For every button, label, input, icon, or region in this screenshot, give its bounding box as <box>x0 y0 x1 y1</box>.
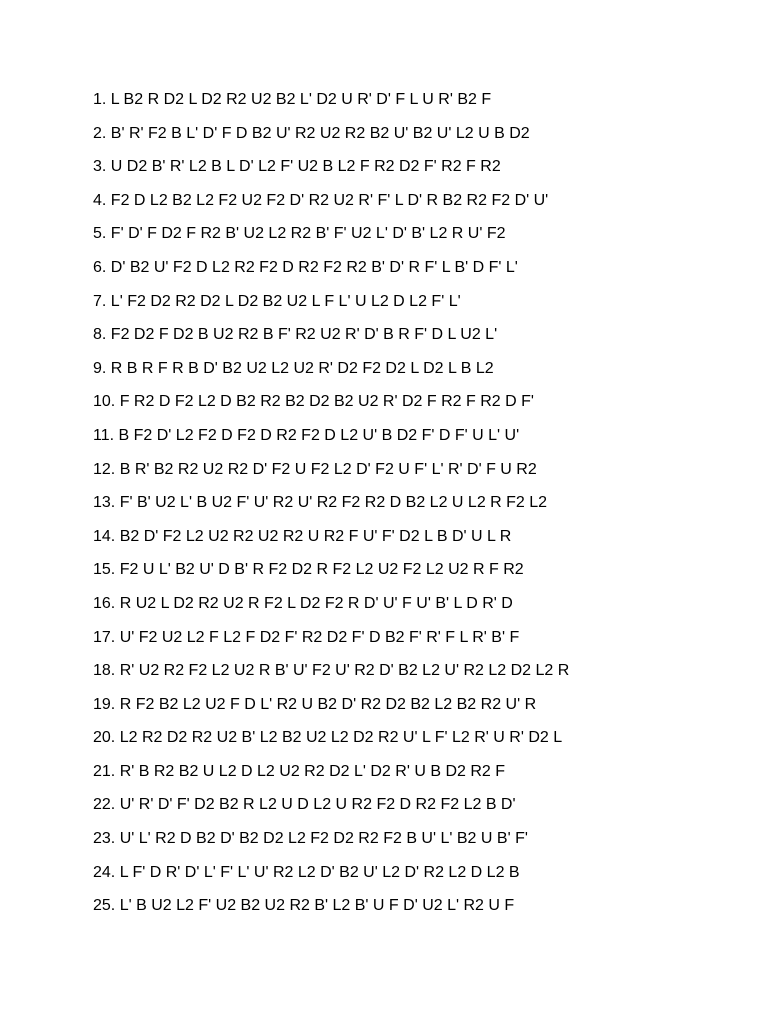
scramble-line <box>93 826 569 860</box>
scramble-number: 1. <box>93 91 107 108</box>
scramble-number: 12. <box>93 460 116 478</box>
scramble-moves: L B2 R D2 L D2 R2 U2 B2 L' D2 U R' D' F L U R' B2 F <box>110 91 492 108</box>
scramble-moves: L F' D R' D' L' F' L' U' R2 L2 D' B2 U' L2 D' R2 L2 D L2 B <box>119 863 520 881</box>
scramble-line <box>93 490 569 524</box>
scramble-moves: U' L' R2 D B2 D' B2 D2 L2 F2 D2 R2 F2 B U' L' B2 U B' F' <box>119 830 528 848</box>
scramble-moves: L' B U2 L2 F' U2 B2 U2 R2 B' L2 B' U F D' U2 L' R2 U F <box>119 897 515 915</box>
scramble-number: 17. <box>93 628 116 646</box>
scramble-line <box>93 457 569 491</box>
scramble-line <box>93 389 569 423</box>
scramble-line <box>93 289 569 323</box>
scramble-moves: F2 U L' B2 U' D B' R F2 D2 R F2 L2 U2 F2 L2 U2 R F R2 <box>119 561 524 579</box>
scramble-line <box>93 87 569 121</box>
scramble-number: 16. <box>93 594 116 612</box>
scramble-moves: U' R' D' F' D2 B2 R L2 U D L2 U R2 F2 D R2 F2 L2 B D' <box>119 796 516 814</box>
scramble-number: 6. <box>93 258 107 276</box>
scramble-moves: R U2 L D2 R2 U2 R F2 L D2 F2 R D' U' F U' B' L D R' D <box>119 594 513 612</box>
scramble-moves: F' D' F D2 F R2 B' U2 L2 R2 B' F' U2 L' D' B' L2 R U' F2 <box>110 225 506 243</box>
scramble-number: 14. <box>93 527 116 545</box>
scramble-number: 10. <box>93 393 116 411</box>
scramble-moves: U' F2 U2 L2 F L2 F D2 F' R2 D2 F' D B2 F' R' F L R' B' F <box>119 628 520 646</box>
scramble-number: 11. <box>93 426 115 444</box>
scramble-moves: R F2 B2 L2 U2 F D L' R2 U B2 D' R2 D2 B2 L2 B2 R2 U' R <box>119 695 537 713</box>
scramble-number: 20. <box>93 729 116 747</box>
scramble-line <box>93 893 569 927</box>
scramble-line <box>93 188 569 222</box>
scramble-moves: F' B' U2 L' B U2 F' U' R2 U' R2 F2 R2 D B2 L2 U L2 R F2 L2 <box>119 494 548 512</box>
scramble-moves: R' B R2 B2 U L2 D L2 U2 R2 D2 L' D2 R' U B D2 R2 F <box>119 762 506 780</box>
scramble-moves: B' R' F2 B L' D' F D B2 U' R2 U2 R2 B2 U' B2 U' L2 U B D2 <box>110 124 530 142</box>
scramble-number: 9. <box>93 359 107 377</box>
scramble-number: 24. <box>93 863 116 881</box>
scramble-line <box>93 423 569 457</box>
scramble-number: 18. <box>93 662 116 680</box>
scramble-number: 2. <box>93 124 107 142</box>
scramble-number: 8. <box>93 326 107 344</box>
scramble-line <box>93 121 569 155</box>
scramble-moves: F2 D L2 B2 L2 F2 U2 F2 D' R2 U2 R' F' L D' R B2 R2 F2 D' U' <box>110 191 549 209</box>
scramble-line <box>93 792 569 826</box>
scramble-line <box>93 255 569 289</box>
scramble-line <box>93 322 569 356</box>
scramble-number: 3. <box>93 158 107 176</box>
scramble-number: 22. <box>93 796 116 814</box>
scramble-moves: B F2 D' L2 F2 D F2 D R2 F2 D L2 U' B D2 F' D F' U L' U' <box>118 426 520 444</box>
scramble-moves: B2 D' F2 L2 U2 R2 U2 R2 U R2 F U' F' D2 L B D' U L R <box>119 527 512 545</box>
scramble-moves: F R2 D F2 L2 D B2 R2 B2 D2 B2 U2 R' D2 F R2 F R2 D F' <box>119 393 534 411</box>
scramble-line <box>93 591 569 625</box>
scramble-number: 4. <box>93 191 107 209</box>
scramble-line <box>93 625 569 659</box>
scramble-number: 23. <box>93 830 116 848</box>
scramble-moves: B R' B2 R2 U2 R2 D' F2 U F2 L2 D' F2 U F' L' R' D' F U R2 <box>119 460 537 478</box>
scramble-number: 13. <box>93 494 116 512</box>
scramble-moves: L' F2 D2 R2 D2 L D2 B2 U2 L F L' U L2 D L2 F' L' <box>110 292 461 310</box>
scramble-number: 25. <box>93 897 116 915</box>
scramble-line <box>93 725 569 759</box>
scramble-number: 7. <box>93 292 107 310</box>
scramble-line <box>93 759 569 793</box>
scramble-number: 21. <box>93 762 116 780</box>
scramble-number: 15. <box>93 561 116 579</box>
scramble-line <box>93 356 569 390</box>
scramble-line <box>93 692 569 726</box>
scramble-number: 5. <box>93 225 107 243</box>
scramble-number: 19. <box>93 695 116 713</box>
scramble-moves: F2 D2 F D2 B U2 R2 B F' R2 U2 R' D' B R F' D L U2 L' <box>110 326 498 344</box>
scramble-moves: R B R F R B D' B2 U2 L2 U2 R' D2 F2 D2 L D2 L B L2 <box>110 359 494 377</box>
scramble-line <box>93 154 569 188</box>
scramble-line <box>93 860 569 894</box>
scramble-line <box>93 658 569 692</box>
scramble-moves: U D2 B' R' L2 B L D' L2 F' U2 B L2 F R2 D2 F' R2 F R2 <box>110 158 501 176</box>
scramble-moves: R' U2 R2 F2 L2 U2 R B' U' F2 U' R2 D' B2 L2 U' R2 L2 D2 L2 R <box>119 662 570 680</box>
scramble-moves: D' B2 U' F2 D L2 R2 F2 D R2 F2 R2 B' D' R F' L B' D F' L' <box>110 258 518 276</box>
scramble-line <box>93 221 569 255</box>
scramble-list <box>93 87 569 927</box>
scramble-moves: L2 R2 D2 R2 U2 B' L2 B2 U2 L2 D2 R2 U' L F' L2 R' U R' D2 L <box>119 729 563 747</box>
scramble-line <box>93 557 569 591</box>
scramble-line <box>93 524 569 558</box>
